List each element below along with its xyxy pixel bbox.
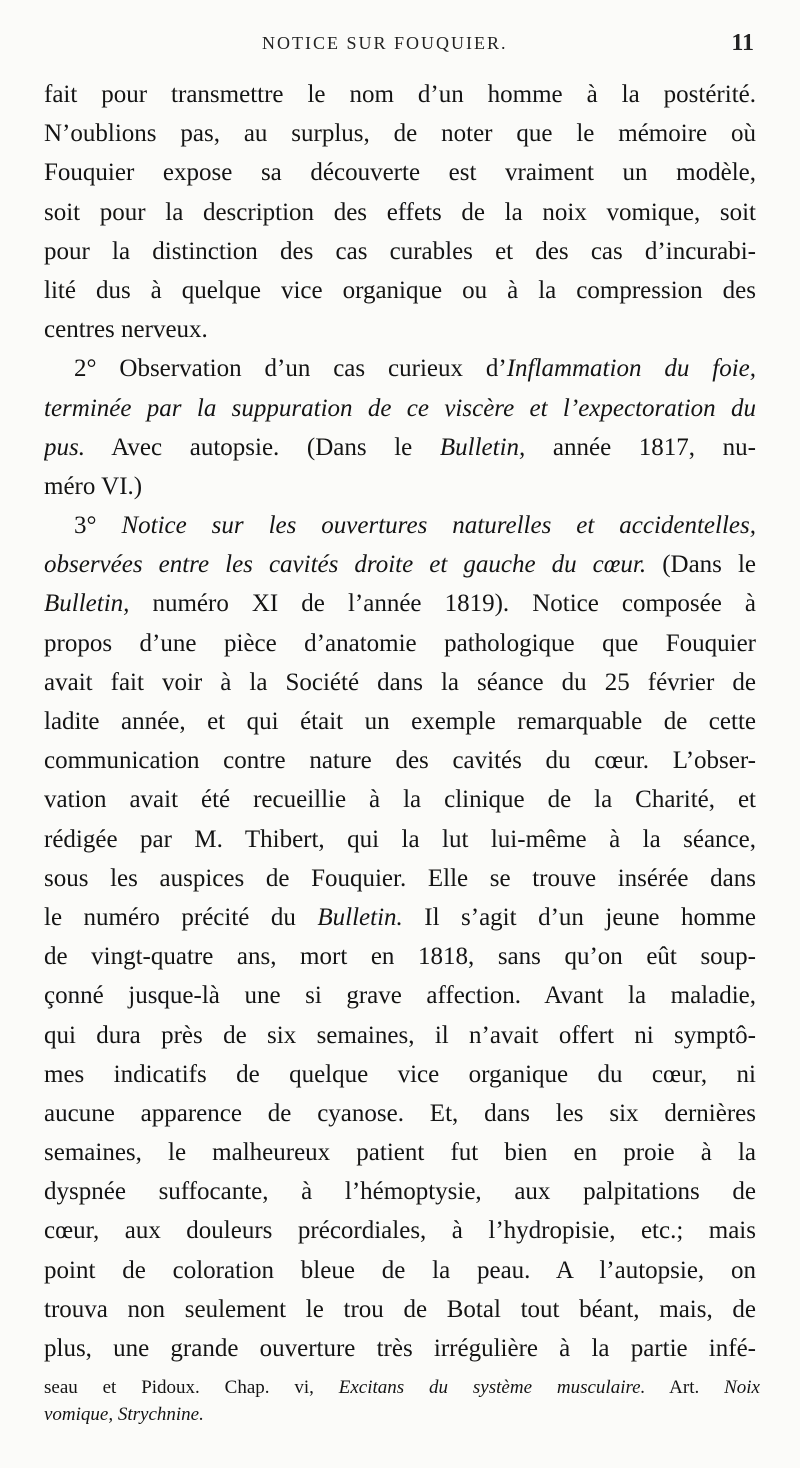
text-line [44, 428, 756, 467]
text-line: çonné jusque-là une si grave affection. Avant la maladie, [44, 982, 756, 1010]
text-run: Avec autopsie. (Dans le [84, 433, 440, 461]
body-text [44, 75, 756, 1368]
text-line: semaines, le malheureux patient fut bien en proie à la [44, 1139, 756, 1167]
text-line: mes indicatifs de quelque vice organique du cœur, ni [44, 1060, 756, 1088]
text-run: le numéro précité du [44, 903, 318, 931]
text-line: lité dus à quelque vice organique ou à la compression des [44, 276, 756, 304]
text-line: ladite année, et qui était un exemple remarquable de cette [44, 708, 756, 735]
italic-run: Excitans du système musculaire. [338, 1377, 646, 1398]
text-line: communication contre nature des cavités du cœur. L’obser- [44, 747, 756, 775]
italic-run: pus. [44, 433, 85, 461]
text-line: fait pour transmettre le nom d’un homme à la postérité. [44, 81, 756, 108]
text-line: qui dura près de six semaines, il n’avait offert ni symptô- [44, 1021, 756, 1049]
italic-run: Inflammation du foie, [506, 355, 756, 383]
text-line: avait fait voir à la Société dans la séance du 25 février de [44, 668, 756, 696]
text-line [44, 584, 756, 623]
text-line [44, 898, 756, 937]
text-line: de vingt-quatre ans, mort en 1818, sans qu’on eût soup- [44, 943, 756, 971]
text-line [44, 349, 756, 388]
italic-run: Noix [724, 1377, 760, 1398]
running-title: NOTICE SUR FOUQUIER. [262, 33, 508, 53]
text-line: vation avait été recueillie à la clinique de la Charité, et [44, 786, 756, 814]
text-line [44, 389, 756, 428]
italic-run: terminée par la suppuration de ce viscère et l’expectoration du [44, 394, 756, 422]
text-line: propos d’une pièce d’anatomie pathologique que Fouquier [44, 629, 756, 657]
text-run: 2° Observation d’un cas curieux d’ [74, 355, 507, 383]
footnote [44, 1374, 760, 1428]
text-line: aucune apparence de cyanose. Et, dans les six dernières [44, 1099, 756, 1127]
text-run: Art. [645, 1377, 725, 1398]
footnote-line [44, 1401, 760, 1428]
text-line: rédigée par M. Thibert, qui la lut lui-même à la séance, [44, 825, 756, 853]
text-line: plus, une grande ouverture très irrégulière à la partie infé- [44, 1335, 756, 1362]
italic-run: vomique, Strychnine. [44, 1404, 204, 1425]
footnote-line [44, 1374, 760, 1401]
text-line: centres nerveux. [44, 316, 208, 344]
text-line: dyspnée suffocante, à l’hémoptysie, aux palpitations de [44, 1178, 756, 1206]
text-line: méro VI.) [44, 472, 143, 500]
running-head [0, 30, 800, 60]
text-line: soit pour la description des effets de la noix vomique, soit [44, 198, 756, 226]
text-line: point de coloration bleue de la peau. A l’autopsie, on [44, 1256, 756, 1284]
italic-run: Notice sur les ouvertures naturelles et accidentelles, [121, 512, 756, 540]
text-run: Il s’agit d’un jeune homme [402, 903, 756, 931]
text-line [44, 545, 756, 584]
text-line: cœur, aux douleurs précordiales, à l’hydropisie, etc.; mais [44, 1217, 756, 1245]
text-run: numéro XI de l’année 1819). Notice composée à [129, 590, 756, 618]
italic-run: Bulletin, [439, 433, 526, 461]
text-line [44, 506, 756, 545]
text-run: année 1817, nu- [525, 433, 756, 461]
italic-run: Bulletin. [317, 903, 403, 931]
italic-run: observées entre les cavités droite et gauche du cœur. [44, 551, 647, 579]
text-line: Fouquier expose sa découverte est vraiment un modèle, [44, 159, 756, 187]
text-line: trouva non seulement le trou de Botal tout béant, mais, de [44, 1295, 756, 1323]
text-run: 3° [74, 512, 122, 540]
page-number: 11 [731, 30, 754, 56]
text-line: N’oublions pas, au surplus, de noter que le mémoire où [44, 120, 756, 148]
text-line: sous les auspices de Fouquier. Elle se trouve insérée dans [44, 864, 756, 892]
text-line: pour la distinction des cas curables et des cas d’incurabi- [44, 237, 756, 265]
italic-run: Bulletin, [44, 590, 130, 618]
text-run: (Dans le [646, 551, 756, 579]
text-run: seau et Pidoux. Chap. vi, [44, 1377, 339, 1398]
